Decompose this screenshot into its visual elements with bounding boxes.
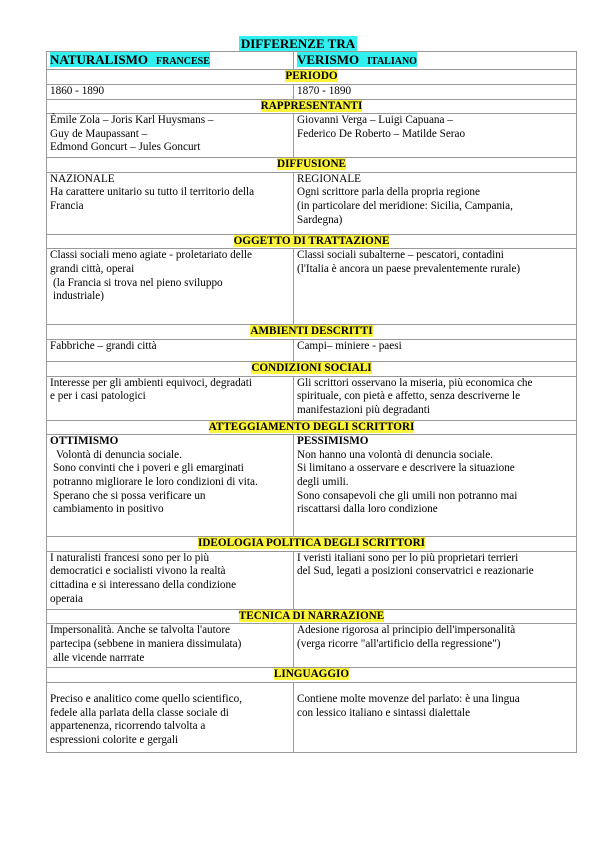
table-row [47, 668, 577, 683]
cell-text: spirituale, con pietà e affetto, senza descriverne le [297, 390, 521, 403]
section-heading-oggetto [47, 234, 577, 249]
rappresentanti-naturalismo [47, 114, 294, 158]
cell-text: Non hanno una volontà di denuncia sociale. [297, 448, 494, 461]
table-row [47, 682, 577, 752]
cell-text: Si limitano a osservare e descrivere la situazione [297, 462, 515, 475]
rappresentanti-verismo [294, 114, 577, 158]
tecnica-naturalismo [47, 624, 294, 668]
table-row [47, 158, 577, 173]
linguaggio-naturalismo [47, 682, 294, 752]
section-heading-ideologia [47, 537, 577, 552]
cell-text: TECNICA DI NARRAZIONE [238, 609, 385, 622]
section-heading-periodo [47, 70, 577, 85]
cell-text: Edmond Goncurt – Jules Goncurt [50, 141, 201, 154]
cell-text: cambiamento in positivo [53, 503, 164, 516]
table-row [47, 325, 577, 340]
cell-text: PERIODO [285, 70, 338, 82]
cell-text: manifestazioni più degradanti [297, 403, 430, 416]
table-row [47, 624, 577, 668]
table-row [47, 234, 577, 249]
diffusione-naturalismo [47, 172, 294, 234]
section-heading-diffusione [47, 158, 577, 173]
cell-text: Preciso e analitico come quello scientifico, [50, 692, 242, 705]
table-row [47, 172, 577, 234]
cell-text: DIFFUSIONE [277, 158, 346, 171]
cell-text: Francia [50, 199, 84, 212]
condizioni-naturalismo [47, 376, 294, 420]
section-heading-linguaggio [47, 668, 577, 683]
cell-text: IDEOLOGIA POLITICA DEGLI SCRITTORI [197, 537, 426, 550]
cell-text: LINGUAGGIO [273, 668, 350, 681]
table-row [47, 376, 577, 420]
italiano-label: ITALIANO [367, 56, 417, 67]
column-header-naturalismo [47, 52, 294, 70]
cell-text: e per i casi patologici [50, 390, 146, 403]
cell-text: Contiene molte movenze del parlato: è una lingua [297, 692, 520, 705]
verismo-label: VERISMO [297, 52, 360, 67]
cell-text: NAZIONALE [50, 172, 115, 185]
cell-text: industriale) [53, 290, 104, 303]
cell-text: partecipa (sebbene in maniera dissimulata) [50, 637, 242, 650]
pessimismo-label: PESSIMISMO [297, 435, 369, 448]
column-header-verismo [294, 52, 577, 70]
cell-text: AMBIENTI DESCRITTI [250, 325, 373, 338]
cell-text: cittadina e si interessano della condizione [50, 578, 237, 591]
cell-text: RAPPRESENTANTI [260, 99, 363, 112]
ambienti-verismo [294, 339, 577, 361]
atteggiamento-verismo [294, 435, 577, 537]
cell-text: Èmile Zola – Joris Karl Huysmans – [50, 114, 214, 127]
cell-text: espressioni colorite e gergali [50, 733, 179, 746]
periodo-verismo [294, 84, 577, 99]
table-row [47, 551, 577, 609]
cell-text: (in particolare del meridione: Sicilia, Campania, [297, 199, 513, 212]
table-row [47, 84, 577, 99]
table-row [47, 114, 577, 158]
ottimismo-label: OTTIMISMO [50, 435, 119, 448]
cell-text: operaia [50, 592, 83, 605]
naturalismo-label: NATURALISMO [50, 52, 148, 67]
cell-text: Ogni scrittore parla della propria regione [297, 186, 480, 199]
table-row [47, 361, 577, 376]
cell-text: appartenenza, ricorrendo talvolta a [50, 720, 206, 733]
document-title: DIFFERENZE TRA [240, 36, 356, 51]
atteggiamento-naturalismo [47, 435, 294, 537]
section-heading-atteggiamento [47, 420, 577, 435]
cell-text: Sperano che si possa verificare un [53, 489, 206, 502]
cell-text: ATTEGGIAMENTO DEGLI SCRITTORI [208, 420, 415, 433]
table-row [47, 420, 577, 435]
cell-text: riscattarsi dalla loro condizione [297, 503, 438, 516]
tecnica-verismo [294, 624, 577, 668]
cell-text: degli umili. [297, 475, 349, 488]
cell-text: 1870 - 1890 [297, 84, 352, 97]
cell-text: grandi città, operai [50, 262, 135, 275]
cell-text: Ha carattere unitario su tutto il territorio della [50, 186, 255, 199]
periodo-naturalismo [47, 84, 294, 99]
cell-text: OGGETTO DI TRATTAZIONE [233, 234, 390, 247]
cell-text: Campi– miniere - paesi [297, 339, 402, 352]
oggetto-naturalismo [47, 249, 294, 325]
francese-label: FRANCESE [156, 56, 210, 67]
cell-text: Adesione rigorosa al principio dell'impersonalità [297, 624, 516, 637]
cell-text: Interesse per gli ambienti equivoci, degradati [50, 376, 252, 389]
table-row [47, 99, 577, 114]
cell-text: I veristi italiani sono per lo più proprietari terrieri [297, 551, 519, 564]
cell-text: 1860 - 1890 [50, 84, 105, 97]
cell-text: (l'Italia è ancora un paese prevalentemente rurale) [297, 262, 521, 275]
cell-text: con lessico italiano e sintassi dialettale [297, 706, 471, 719]
cell-text: Volontà di denuncia sociale. [56, 448, 182, 461]
ambienti-naturalismo [47, 339, 294, 361]
section-heading-rappresentanti [47, 99, 577, 114]
oggetto-verismo [294, 249, 577, 325]
column-header-row [47, 52, 577, 70]
section-heading-ambienti [47, 325, 577, 340]
cell-text: Classi sociali meno agiate - proletariato delle [50, 249, 252, 262]
cell-text: CONDIZIONI SOCIALI [251, 361, 372, 374]
cell-text: Sardegna) [297, 213, 343, 226]
cell-text: Guy de Maupassant – [50, 127, 148, 140]
cell-text: Sono convinti che i poveri e gli emarginati [53, 462, 244, 475]
table-row [47, 537, 577, 552]
linguaggio-verismo [294, 682, 577, 752]
section-heading-condizioni [47, 361, 577, 376]
cell-text: REGIONALE [297, 172, 362, 185]
table-row [47, 70, 577, 85]
cell-text: Fabbriche – grandi città [50, 339, 157, 352]
cell-text: democratici e socialisti vivono la realtà [50, 565, 226, 578]
diffusione-verismo [294, 172, 577, 234]
cell-text: Impersonalità. Anche se talvolta l'autore [50, 624, 231, 637]
section-heading-tecnica [47, 609, 577, 624]
cell-text: Giovanni Verga – Luigi Capuana – [297, 114, 453, 127]
table-row [47, 339, 577, 361]
cell-text: I naturalisti francesi sono per lo più [50, 551, 210, 564]
cell-text: del Sud, legati a posizioni conservatrici e reazionarie [297, 565, 534, 578]
ideologia-verismo [294, 551, 577, 609]
comparison-table [46, 51, 577, 753]
cell-text: (la Francia si trova nel pieno sviluppo [53, 276, 223, 289]
cell-text: potranno migliorare le loro condizioni di vita. [53, 475, 258, 488]
cell-text: fedele alla parlata della classe sociale di [50, 706, 229, 719]
condizioni-verismo [294, 376, 577, 420]
cell-text: Federico De Roberto – Matilde Serao [297, 127, 466, 140]
table-row [47, 435, 577, 537]
ideologia-naturalismo [47, 551, 294, 609]
cell-text: (verga ricorre "all'artificio della regressione") [297, 637, 501, 650]
table-row [47, 249, 577, 325]
cell-text: Sono consapevoli che gli umili non potranno mai [297, 489, 518, 502]
cell-text: Gli scrittori osservano la miseria, più economica che [297, 376, 533, 389]
cell-text: Classi sociali subalterne – pescatori, contadini [297, 249, 504, 262]
table-row [47, 609, 577, 624]
cell-text: alle vicende narrrate [53, 651, 145, 664]
